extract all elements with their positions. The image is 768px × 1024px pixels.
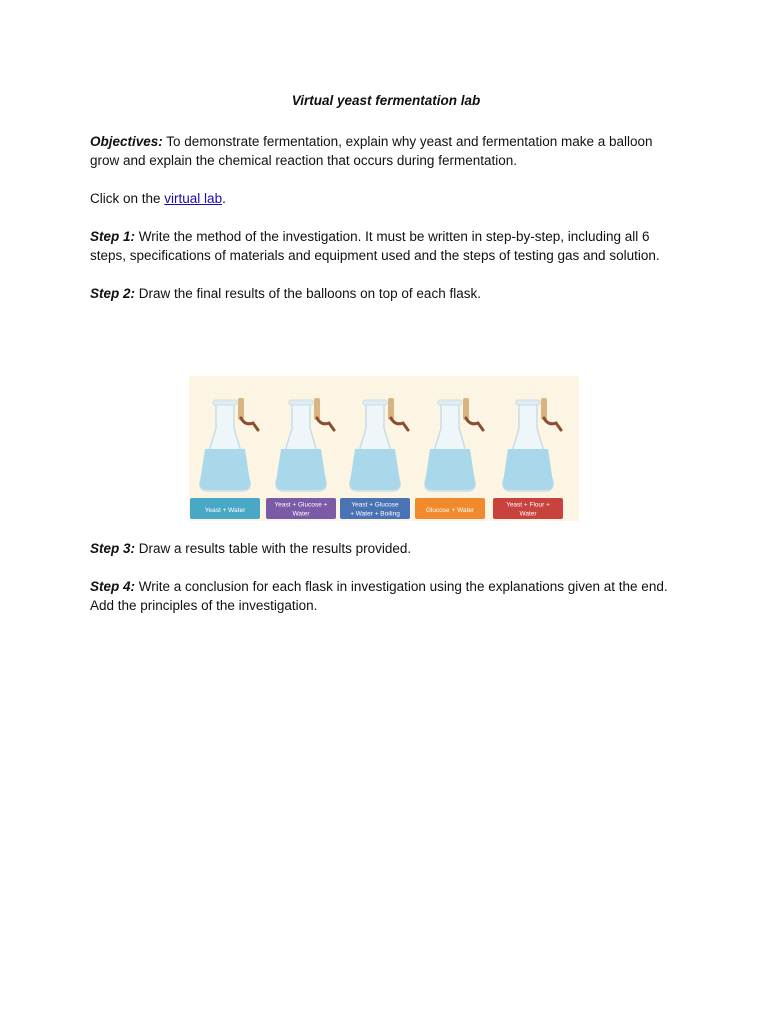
objectives-label: Objectives: <box>90 134 163 149</box>
flask-liquid <box>276 449 326 490</box>
step4-text: Write a conclusion for each flask in investigation using the explanations given at the end. Add the principles of the investigation. <box>90 579 668 613</box>
step4-paragraph <box>90 577 682 615</box>
flask-label-text: Water <box>292 510 310 518</box>
flask-rim <box>289 400 313 405</box>
flask-rim <box>438 400 462 405</box>
step1-paragraph <box>90 227 682 265</box>
flask-label-text: Glucose + Water <box>425 507 475 514</box>
flask-label-text: + Water + Boiling <box>350 510 400 518</box>
step1-label: Step 1: <box>90 229 136 244</box>
flask-rim <box>516 400 540 405</box>
virtual-lab-link[interactable]: virtual lab <box>164 191 223 206</box>
step1-text: Write the method of the investigation. It must be written in step-by-step, including all 6 steps, specifications of materials and equipment used and the steps of testing gas and solution. <box>90 229 660 263</box>
step3-label: Step 3: <box>90 541 136 556</box>
flask-tube <box>544 418 561 430</box>
step3-paragraph <box>90 539 682 558</box>
step4-label: Step 4: <box>90 579 136 594</box>
flask-liquid <box>503 449 553 490</box>
flask-tube <box>391 418 408 430</box>
flasks-figure <box>189 376 579 521</box>
click-text-after: . <box>222 191 226 206</box>
flasks-illustration <box>189 376 579 521</box>
flask-label-text: Water <box>519 510 537 518</box>
flask-tube <box>317 418 334 430</box>
step2-paragraph <box>90 284 682 303</box>
flask-tube <box>241 418 258 430</box>
step2-label: Step 2: <box>90 286 136 301</box>
flask-liquid <box>200 449 250 490</box>
flask-liquid <box>350 449 400 490</box>
step3-text: Draw a results table with the results provided. <box>135 541 412 556</box>
flask-label-text: Yeast + Glucose <box>351 501 399 509</box>
flask-label-text: Yeast + Flour + <box>506 501 550 509</box>
document-title: Virtual yeast fermentation lab <box>291 93 481 108</box>
objectives-paragraph <box>90 132 682 170</box>
objectives-text: To demonstrate fermentation, explain why yeast and fermentation make a balloon grow and explain the chemical reaction that occurs during fermentation. <box>90 134 653 168</box>
flask-tube <box>466 418 483 430</box>
click-text-before: Click on the <box>90 191 165 206</box>
click-paragraph <box>90 189 682 208</box>
flask-rim <box>213 400 237 405</box>
flask-label-text: Yeast + Glucose + <box>274 501 328 509</box>
flask-label-text: Yeast + Water <box>204 507 246 514</box>
step2-text: Draw the final results of the balloons on top of each flask. <box>135 286 481 301</box>
flask-liquid <box>425 449 475 490</box>
flask-rim <box>363 400 387 405</box>
